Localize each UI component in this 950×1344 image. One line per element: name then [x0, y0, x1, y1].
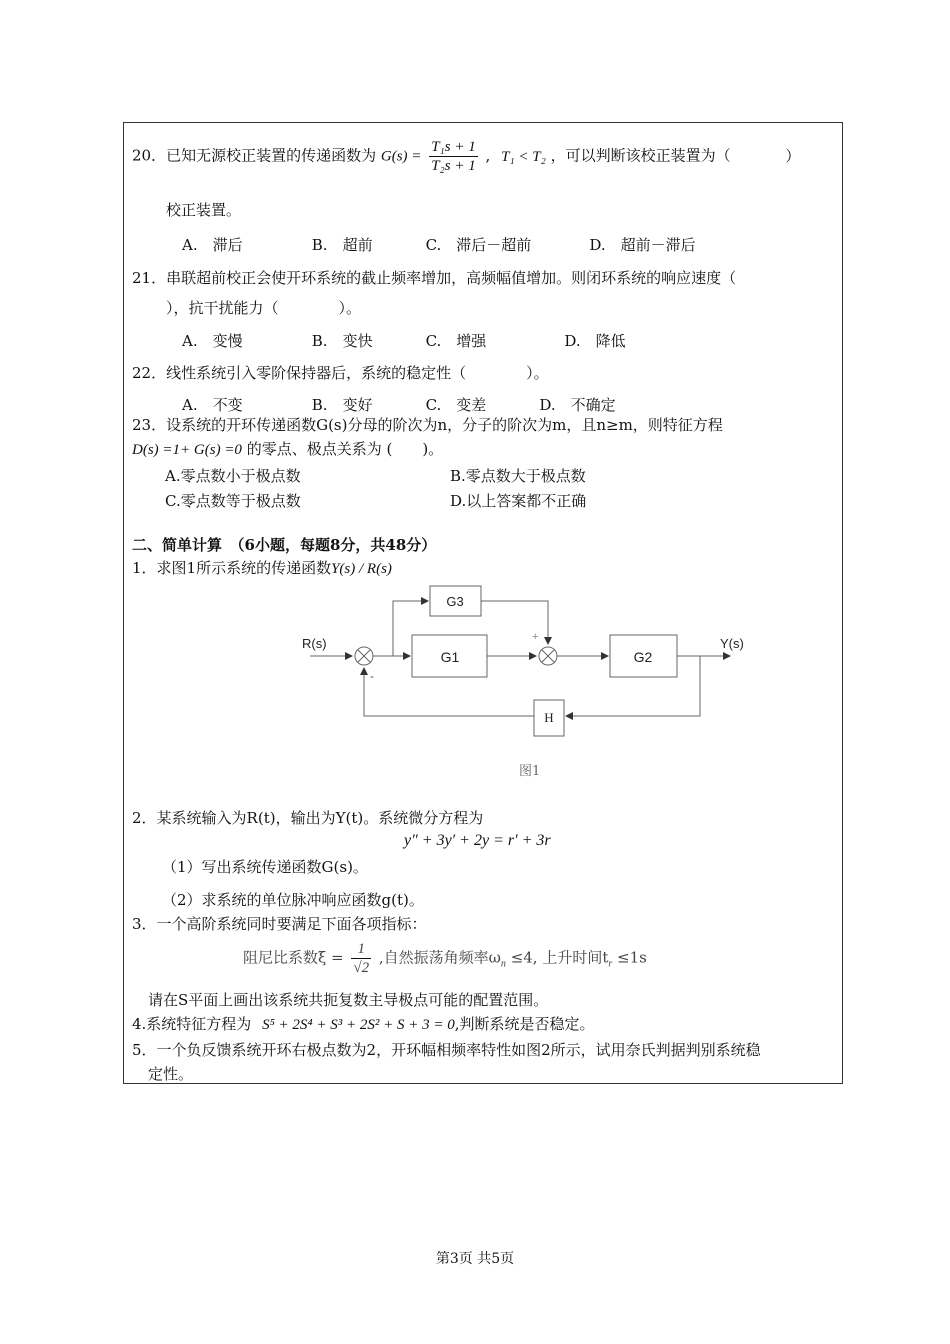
label-h: H: [544, 710, 554, 725]
q20-text: 20．已知无源校正装置的传递函数为: [132, 146, 377, 165]
q20-text-b: ，可以判断该校正装置为（: [550, 146, 731, 165]
q20-line: [132, 138, 800, 175]
q20-lhs: G(s) =: [380, 148, 422, 165]
calc3-fraction: [351, 940, 371, 977]
q23-option-a: A.零点数小于极点数: [165, 467, 301, 485]
calc3-spec: [243, 940, 647, 977]
q22-options: [182, 395, 616, 415]
calc3-fraction-den: √2: [353, 960, 370, 976]
block-diagram: [290, 580, 760, 780]
calc4-text-b: ,判断系统是否稳定。: [454, 1015, 595, 1033]
q20-condition: T₁ < T₂: [501, 148, 546, 165]
calc2-sub1: （1）写出系统传递函数G(s)。: [162, 858, 368, 876]
q20-fraction: [429, 138, 478, 175]
figure-caption: 图1: [519, 764, 541, 779]
calc3-spec-d: ≤1s: [612, 948, 647, 967]
calc4-line: [132, 1014, 595, 1035]
calc2-line1: 2．某系统输入为R(t)，输出为Y(t)。系统微分方程为: [132, 809, 484, 827]
label-g2: G2: [633, 649, 653, 665]
q21-option-b: B. 变快: [311, 332, 373, 350]
q22-option-d: D. 不确定: [539, 396, 616, 414]
q20-option-b: B. 超前: [311, 236, 373, 254]
page-footer: 第3页 共5页: [435, 1251, 515, 1267]
q20-option-a: A. 滞后: [182, 236, 243, 254]
q21-line2: ），抗干扰能力（ ）。: [166, 299, 362, 317]
calc5-line2: 定性。: [148, 1065, 194, 1083]
calc1-math: Y(s) / R(s): [331, 561, 392, 577]
q21-option-c: C. 增强: [425, 332, 487, 350]
q22-line1: 22．线性系统引入零阶保持器后，系统的稳定性（ ）。: [132, 364, 549, 382]
calc2-sub2: （2）求系统的单位脉冲响应函数g(t)。: [162, 891, 424, 909]
q22-option-a: A. 不变: [182, 396, 243, 414]
label-g1: G1: [440, 649, 460, 665]
q20-text-c: ）: [785, 146, 801, 165]
q21-options: [182, 331, 626, 351]
label-output: Y(s): [720, 636, 744, 651]
q21-line1: 21．串联超前校正会使开环系统的截止频率增加，高频幅值增加。则闭环系统的响应速度（: [132, 269, 737, 287]
q23-line2: [132, 439, 443, 460]
calc5-line1: 5．一个负反馈系统开环右极点数为2，开环幅相频率特性如图2所示，试用奈氏判据判别系统稳: [132, 1041, 761, 1059]
q20-option-c: C. 滞后－超前: [425, 236, 532, 254]
q20-denominator: T₂s + 1: [431, 158, 476, 174]
calc3-line2: 请在S平面上画出该系统共扼复数主导极点可能的配置范围。: [148, 991, 549, 1009]
calc3-spec-b: ,自然振荡角频率ω: [378, 948, 501, 967]
q23-option-d: D.以上答案都不正确: [450, 492, 587, 510]
q23-option-b: B.零点数大于极点数: [450, 467, 586, 485]
calc4-text-a: 4.系统特征方程为: [132, 1015, 252, 1033]
q21-option-a: A. 变慢: [182, 332, 243, 350]
calc3-line1: 3．一个高阶系统同时要满足下面各项指标：: [132, 915, 427, 933]
label-input: R(s): [302, 636, 327, 651]
q22-option-c: C. 变差: [425, 396, 487, 414]
label-g3: G3: [446, 594, 464, 609]
calc3-spec-c: ≤4, 上升时间t: [505, 948, 609, 967]
q20-option-d: D. 超前－滞后: [589, 236, 696, 254]
calc1-line: [132, 558, 392, 579]
calc1-text: 1．求图1所示系统的传递函数: [132, 559, 332, 577]
calc3-spec-a: 阻尼比系数ξ =: [243, 948, 344, 967]
q20-options: [182, 235, 696, 255]
q21-option-d: D. 降低: [564, 332, 626, 350]
plus-sign: +: [532, 631, 539, 643]
calc2-equation: y″ + 3y′ + 2y = r′ + 3r: [404, 832, 551, 849]
q20-sep: ,: [485, 146, 491, 165]
section-title: 二、简单计算 （6小题，每题8分，共48分）: [132, 536, 437, 554]
calc3-sub-n: n: [500, 958, 506, 970]
minus-sign: -: [370, 669, 374, 683]
calc4-equation: S⁵ + 2S⁴ + S³ + 2S² + S + 3 = 0: [262, 1017, 455, 1033]
q23-option-c: C.零点数等于极点数: [165, 492, 301, 510]
q20-tail: 校正装置。: [166, 201, 242, 219]
q23-line1: 23．设系统的开环传递函数G(s)分母的阶次为n，分子的阶次为m，且n≥m，则特征方程: [132, 416, 723, 434]
q22-option-b: B. 变好: [311, 396, 373, 414]
calc3-sub-r: r: [608, 958, 613, 970]
q20-numerator: T₁s + 1: [431, 139, 476, 155]
q23-line2-text: 的零点、极点关系为 ( )。: [241, 440, 444, 458]
q23-equation: D(s) =1+ G(s) =0: [132, 442, 242, 458]
calc3-fraction-num: 1: [351, 940, 371, 959]
